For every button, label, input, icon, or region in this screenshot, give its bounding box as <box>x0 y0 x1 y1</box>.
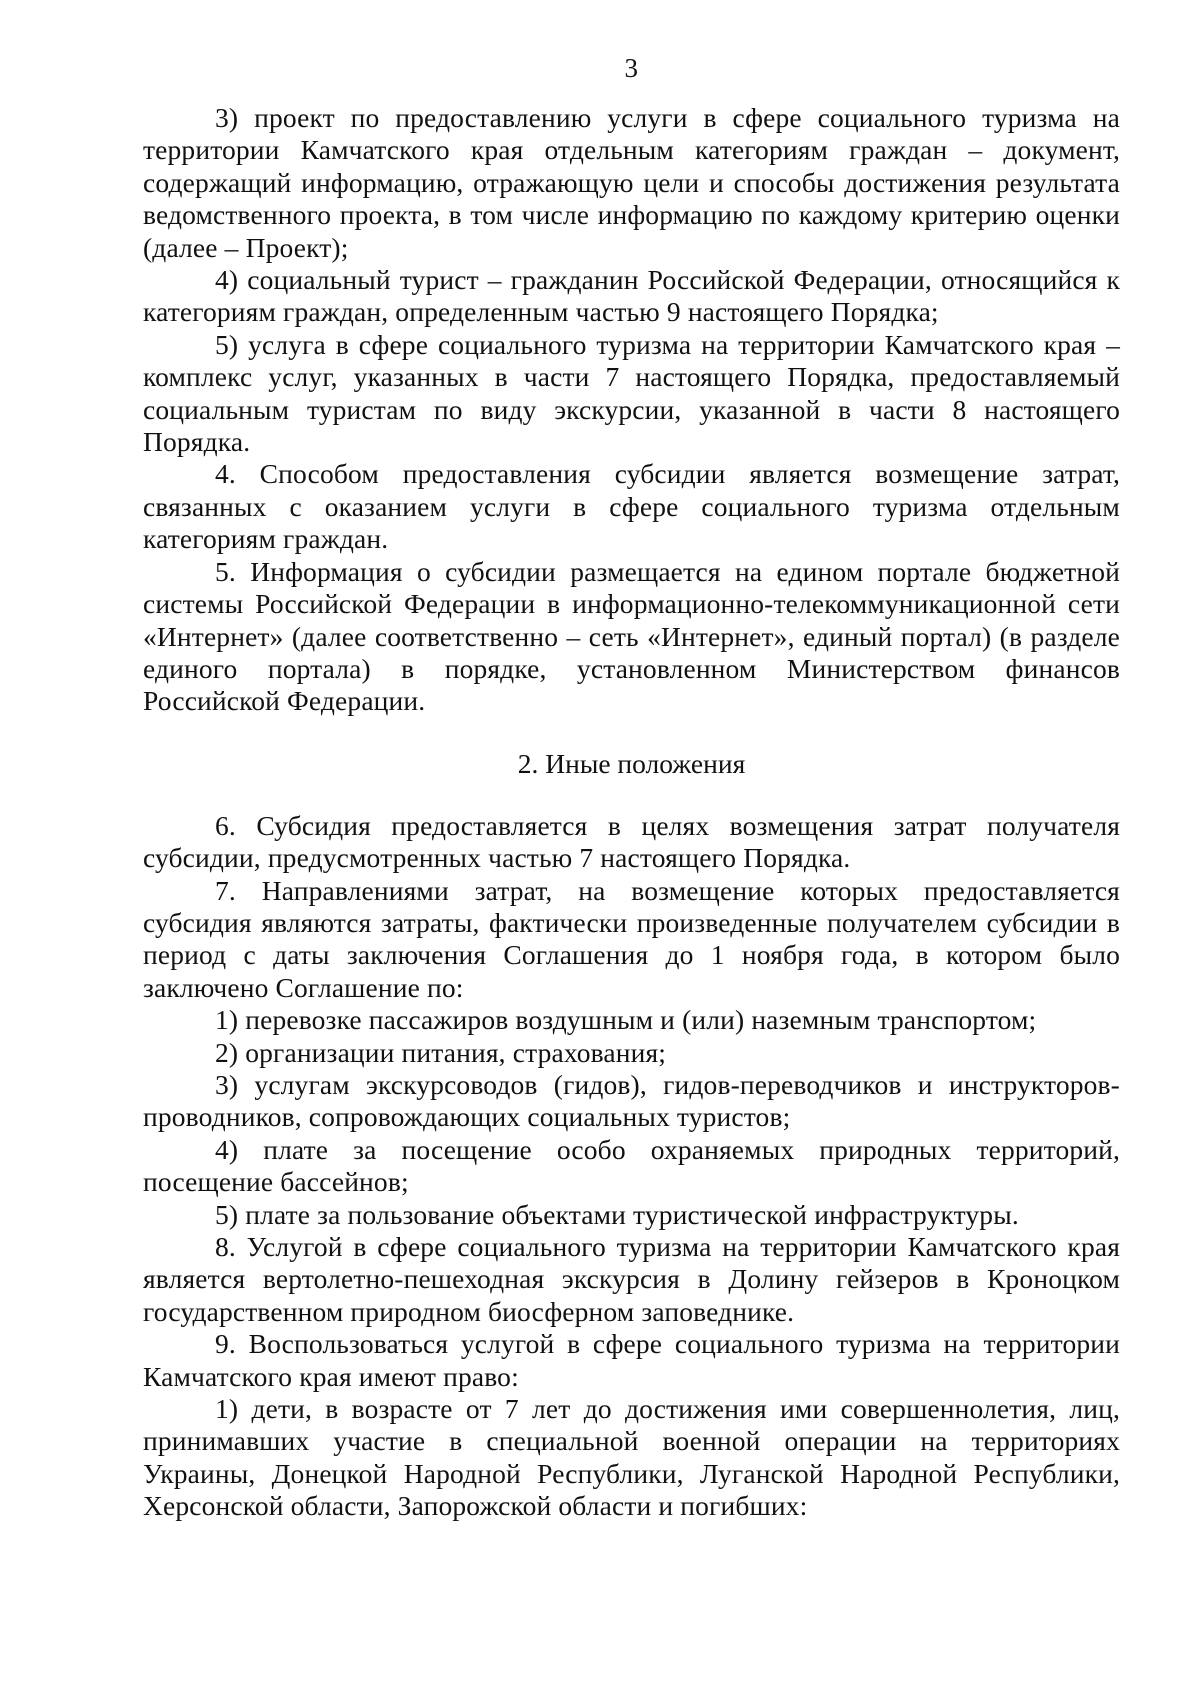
section-1-body <box>143 102 1120 718</box>
paragraph: 3) проект по предоставлению услуги в сфере социального туризма на территории Камчатского края отдельным категориям граждан – документ, содержащий информацию, отражающую цели и способы достижения результата ведомственного проекта, в том числе информацию по каждому критерию оценки (далее – Проект); <box>143 102 1120 263</box>
paragraph: 4. Способом предоставления субсидии является возмещение затрат, связанных с оказанием услуги в сфере социального туризма отдельным категориям граждан. <box>143 458 1120 555</box>
list-item: 3) услугам экскурсоводов (гидов), гидов-переводчиков и инструкторов-проводников, сопровождающих социальных туристов; <box>143 1068 1120 1133</box>
list-item: 4) плате за посещение особо охраняемых природных территорий, посещение бассейнов; <box>143 1133 1120 1198</box>
paragraph: 5. Информация о субсидии размещается на едином портале бюджетной системы Российской Федерации в информационно-телекоммуникационной сети «Интернет» (далее соответственно – сеть «Интернет», единый портал) (в разделе единого портала) в порядке, установленном Министерством финансов Российской Федерации. <box>143 555 1120 717</box>
paragraph: 9. Воспользоваться услугой в сфере социального туризма на территории Камчатского края имеют право: <box>143 1328 1120 1392</box>
section-2-body <box>143 810 1120 1523</box>
document-page <box>143 52 1120 1523</box>
page-number: 3 <box>624 53 639 83</box>
list-item: 2) организации питания, страхования; <box>215 1036 667 1068</box>
list-item: 1) дети, в возрасте от 7 лет до достижения ими совершеннолетия, лиц, принимавших участие в специальной военной операции на территориях Украины, Донецкой Народной Республики, Луганской Народной Республики, Херсонской области, Запорожской области и погибших: <box>143 1393 1120 1522</box>
paragraph: 8. Услугой в сфере социального туризма на территории Камчатского края является вертолетно-пешеходная экскурсия в Долину гейзеров в Кроноцком государственном природном биосферном заповеднике. <box>143 1231 1120 1327</box>
paragraph: 4) социальный турист – гражданин Российской Федерации, относящийся к категориям граждан, определенным частью 9 настоящего Порядка; <box>143 264 1120 328</box>
list-item: 1) перевозке пассажиров воздушным и (или) наземным транспортом; <box>215 1004 1037 1036</box>
paragraph: 6. Субсидия предоставляется в целях возмещения затрат получателя субсидии, предусмотренных частью 7 настоящего Порядка. <box>143 809 1120 874</box>
section-title: 2. Иные положения <box>517 747 746 779</box>
list-item: 5) плате за пользование объектами туристической инфраструктуры. <box>215 1198 1019 1230</box>
paragraph: 7. Направлениями затрат, на возмещение которых предоставляется субсидия являются затраты, фактически произведенные получателем субсидии в период с даты заключения Соглашения до 1 ноября года, в котором было заключено Соглашение по: <box>143 874 1120 1003</box>
paragraph: 5) услуга в сфере социального туризма на территории Камчатского края – комплекс услуг, указанных в части 7 настоящего Порядка, предоставляемый социальным туристам по виду экскурсии, указанной в части 8 настоящего Порядка. <box>143 328 1120 458</box>
